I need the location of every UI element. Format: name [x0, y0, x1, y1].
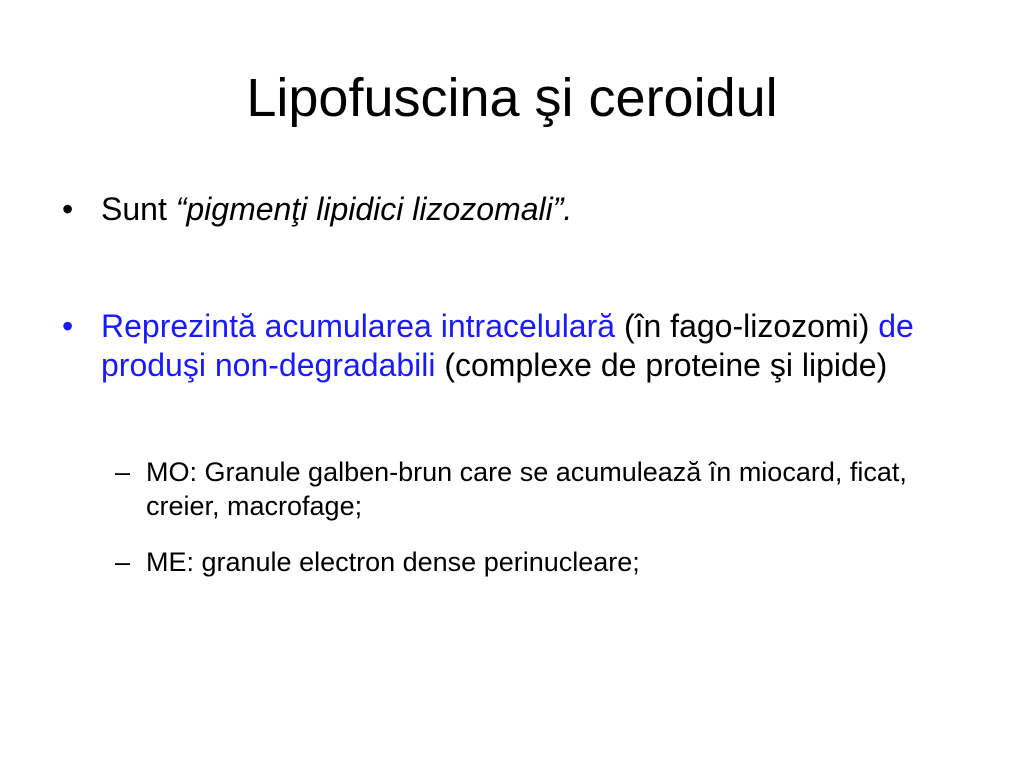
bullet-marker: • [62, 308, 74, 344]
subbullet-text: ME: granule electron dense perinucleare; [146, 547, 640, 577]
subbullet-text: MO: Granule galben-brun care se acumulează în miocard, ficat, creier, macrofage; [146, 457, 907, 521]
subbullet-item-mo [115, 455, 975, 523]
bullet-highlight-products: de produşi non-degradabili [101, 308, 914, 383]
bullet-text [101, 190, 962, 229]
bullet-marker: • [62, 191, 74, 227]
bullet-text-location: (în fago-lizozomi) [615, 308, 879, 344]
subbullet-item-me [115, 545, 975, 579]
bullet-item-definition [62, 190, 962, 229]
slide-title: Lipofuscina şi ceroidul [246, 68, 778, 128]
subbullet-marker: – [115, 547, 131, 577]
bullet-prefix: Sunt [101, 191, 176, 227]
subbullet-marker: – [115, 457, 131, 487]
bullet-text-composition: (complexe de proteine şi lipide) [435, 347, 888, 383]
bullet-highlight-accumulation: Reprezintă acumularea intracelulară [101, 308, 616, 344]
bullet-item-description [62, 307, 962, 385]
bullet-emphasis: “pigmenţi lipidici lizozomali”. [175, 191, 573, 227]
bullet-text [101, 307, 962, 385]
